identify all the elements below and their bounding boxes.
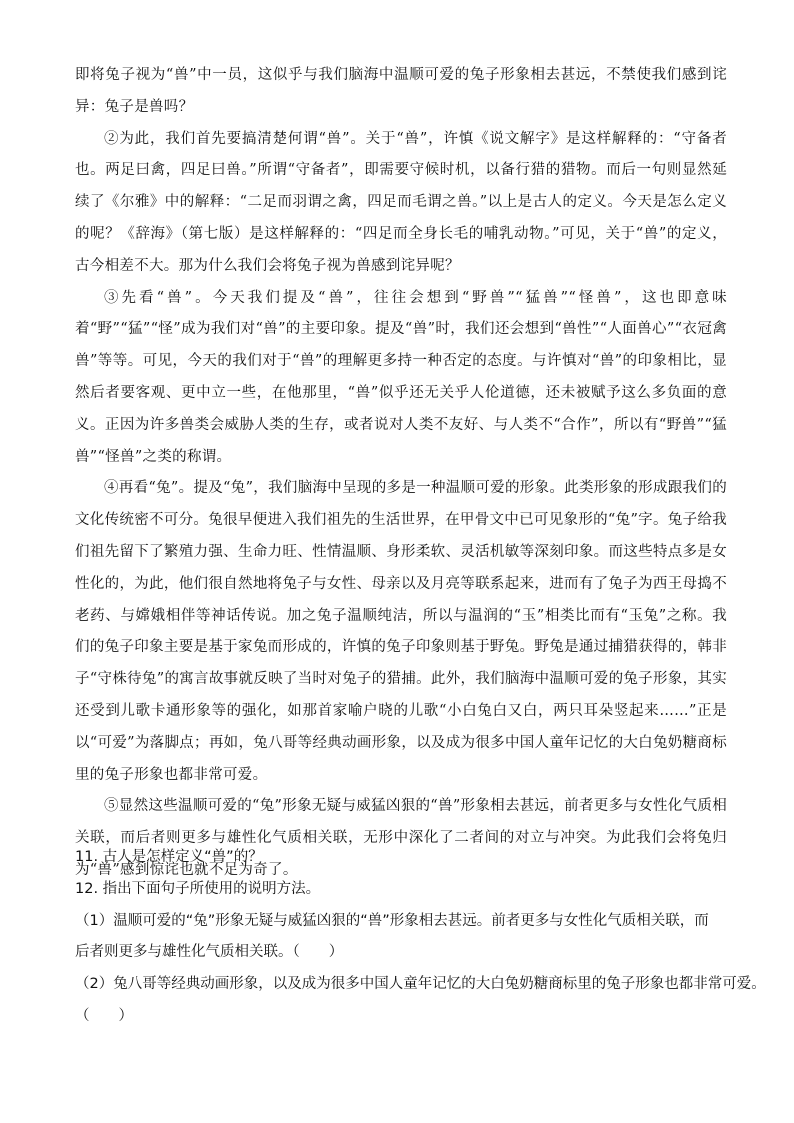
question-12-item-2: （2）兔八哥等经典动画形象，以及成为很多中国人童年记忆的大白兔奶糖商标里的兔子形象也都非常可爱。 bbox=[75, 976, 766, 993]
paragraph-4: ④再看“兔”。提及“兔”，我们脑海中呈现的多是一种温顺可爱的形象。此类形象的形成跟我们的文化传统密不可分。兔很早便进入我们祖先的生活世界，在甲骨文中已可见象形的“兔”字。兔子给我们祖先留下了繁殖力强、生命力旺、性情温顺、身形柔软、灵活机敏等深刻印象。而这些特点多是女性化的，为此，他们很自然地将兔子与女性、母亲以及月亮等联系起来，进而有了兔子为西王母捣不老药、与嫦娥相伴等神话传说。加之兔子温顺纯洁，所以与温润的“玉”相类比而有“玉兔”之称。我们的兔子印象主要是基于家兔而形成的，许慎的兔子印象则基于野兔。野兔是通过捕猎获得的，韩非子“守株待兔”的寓言故事就反映了当时对兔子的猎捕。此外，我们脑海中温顺可爱的兔子形象，其实还受到儿歌卡通形象等的强化，如那首家喻户晓的儿歌“小白兔白又白，两只耳朵竖起来……”正是以“可爱”为落脚点；再如，兔八哥等经典动画形象，以及成为很多中国人童年记忆的大白兔奶糖商标里的兔子形象也都非常可爱。 bbox=[75, 480, 727, 783]
paragraph-2: ②为此，我们首先要搞清楚何谓“兽”。关于“兽”，许慎《说文解字》是这样解释的：“守备者也。两足曰禽，四足曰兽。”所谓“守备者”，即需要守候时机，以备行猎的猎物。而后一句则显然延续了《尔雅》中的解释：“二足而羽谓之禽，四足而毛谓之兽。”以上是古人的定义。今天是怎么定义的呢？《辞海》（第七版）是这样解释的：“四足而全身长毛的哺乳动物。”可见，关于“兽”的定义，古今相差不大。那为什么我们会将兔子视为兽感到诧异呢？ bbox=[75, 130, 727, 274]
paragraph-3: ③先看“兽”。今天我们提及“兽”，往往会想到“野兽”“猛兽”“怪兽”，这也即意味着“野”“猛”“怪”成为我们对“兽”的主要印象。提及“兽”时，我们还会想到“兽性”“人面兽心”“衣冠禽兽”等等。可见，今天的我们对于“兽”的理解更多持一种否定的态度。与许慎对“兽”的印象相比，显然后者要客观、更中立一些，在他那里，“兽”似乎还无关乎人伦道德，还未被赋予这么多负面的意义。正因为许多兽类会威胁人类的生存，或者说对人类不友好、与人类不“合作”，所以有“野兽”“猛兽”“怪兽”之类的称谓。 bbox=[75, 289, 727, 465]
question-12-item-2-blank: （ ） bbox=[75, 1007, 133, 1024]
questions-section bbox=[75, 842, 765, 1033]
reading-passage bbox=[75, 60, 727, 887]
question-12: 12. 指出下面句子所使用的说明方法。 bbox=[75, 880, 321, 897]
paragraph-1-continuation: 即将兔子视为“兽”中一员，这似乎与我们脑海中温顺可爱的兔子形象相去甚远，不禁使我们感到诧异：兔子是兽吗？ bbox=[75, 67, 727, 115]
question-11: 11. 古人是怎样定义“兽”的？ bbox=[75, 849, 263, 865]
paragraph-5: ⑤显然这些温顺可爱的“兔”形象无疑与威猛凶狠的“兽”形象相去甚远，前者更多与女性化气质相关联，而后者则更多与雄性化气质相关联，无形中深化了二者间的对立与冲突。为此我们会将兔归为“兽”感到惊诧也就不足为奇了。 bbox=[75, 798, 727, 878]
question-12-item-1: （1）温顺可爱的“兔”形象无疑与威猛凶狠的“兽”形象相去甚远。前者更多与女性化气质相关联，而后者则更多与雄性化气质相关联。（ ） bbox=[75, 912, 709, 961]
